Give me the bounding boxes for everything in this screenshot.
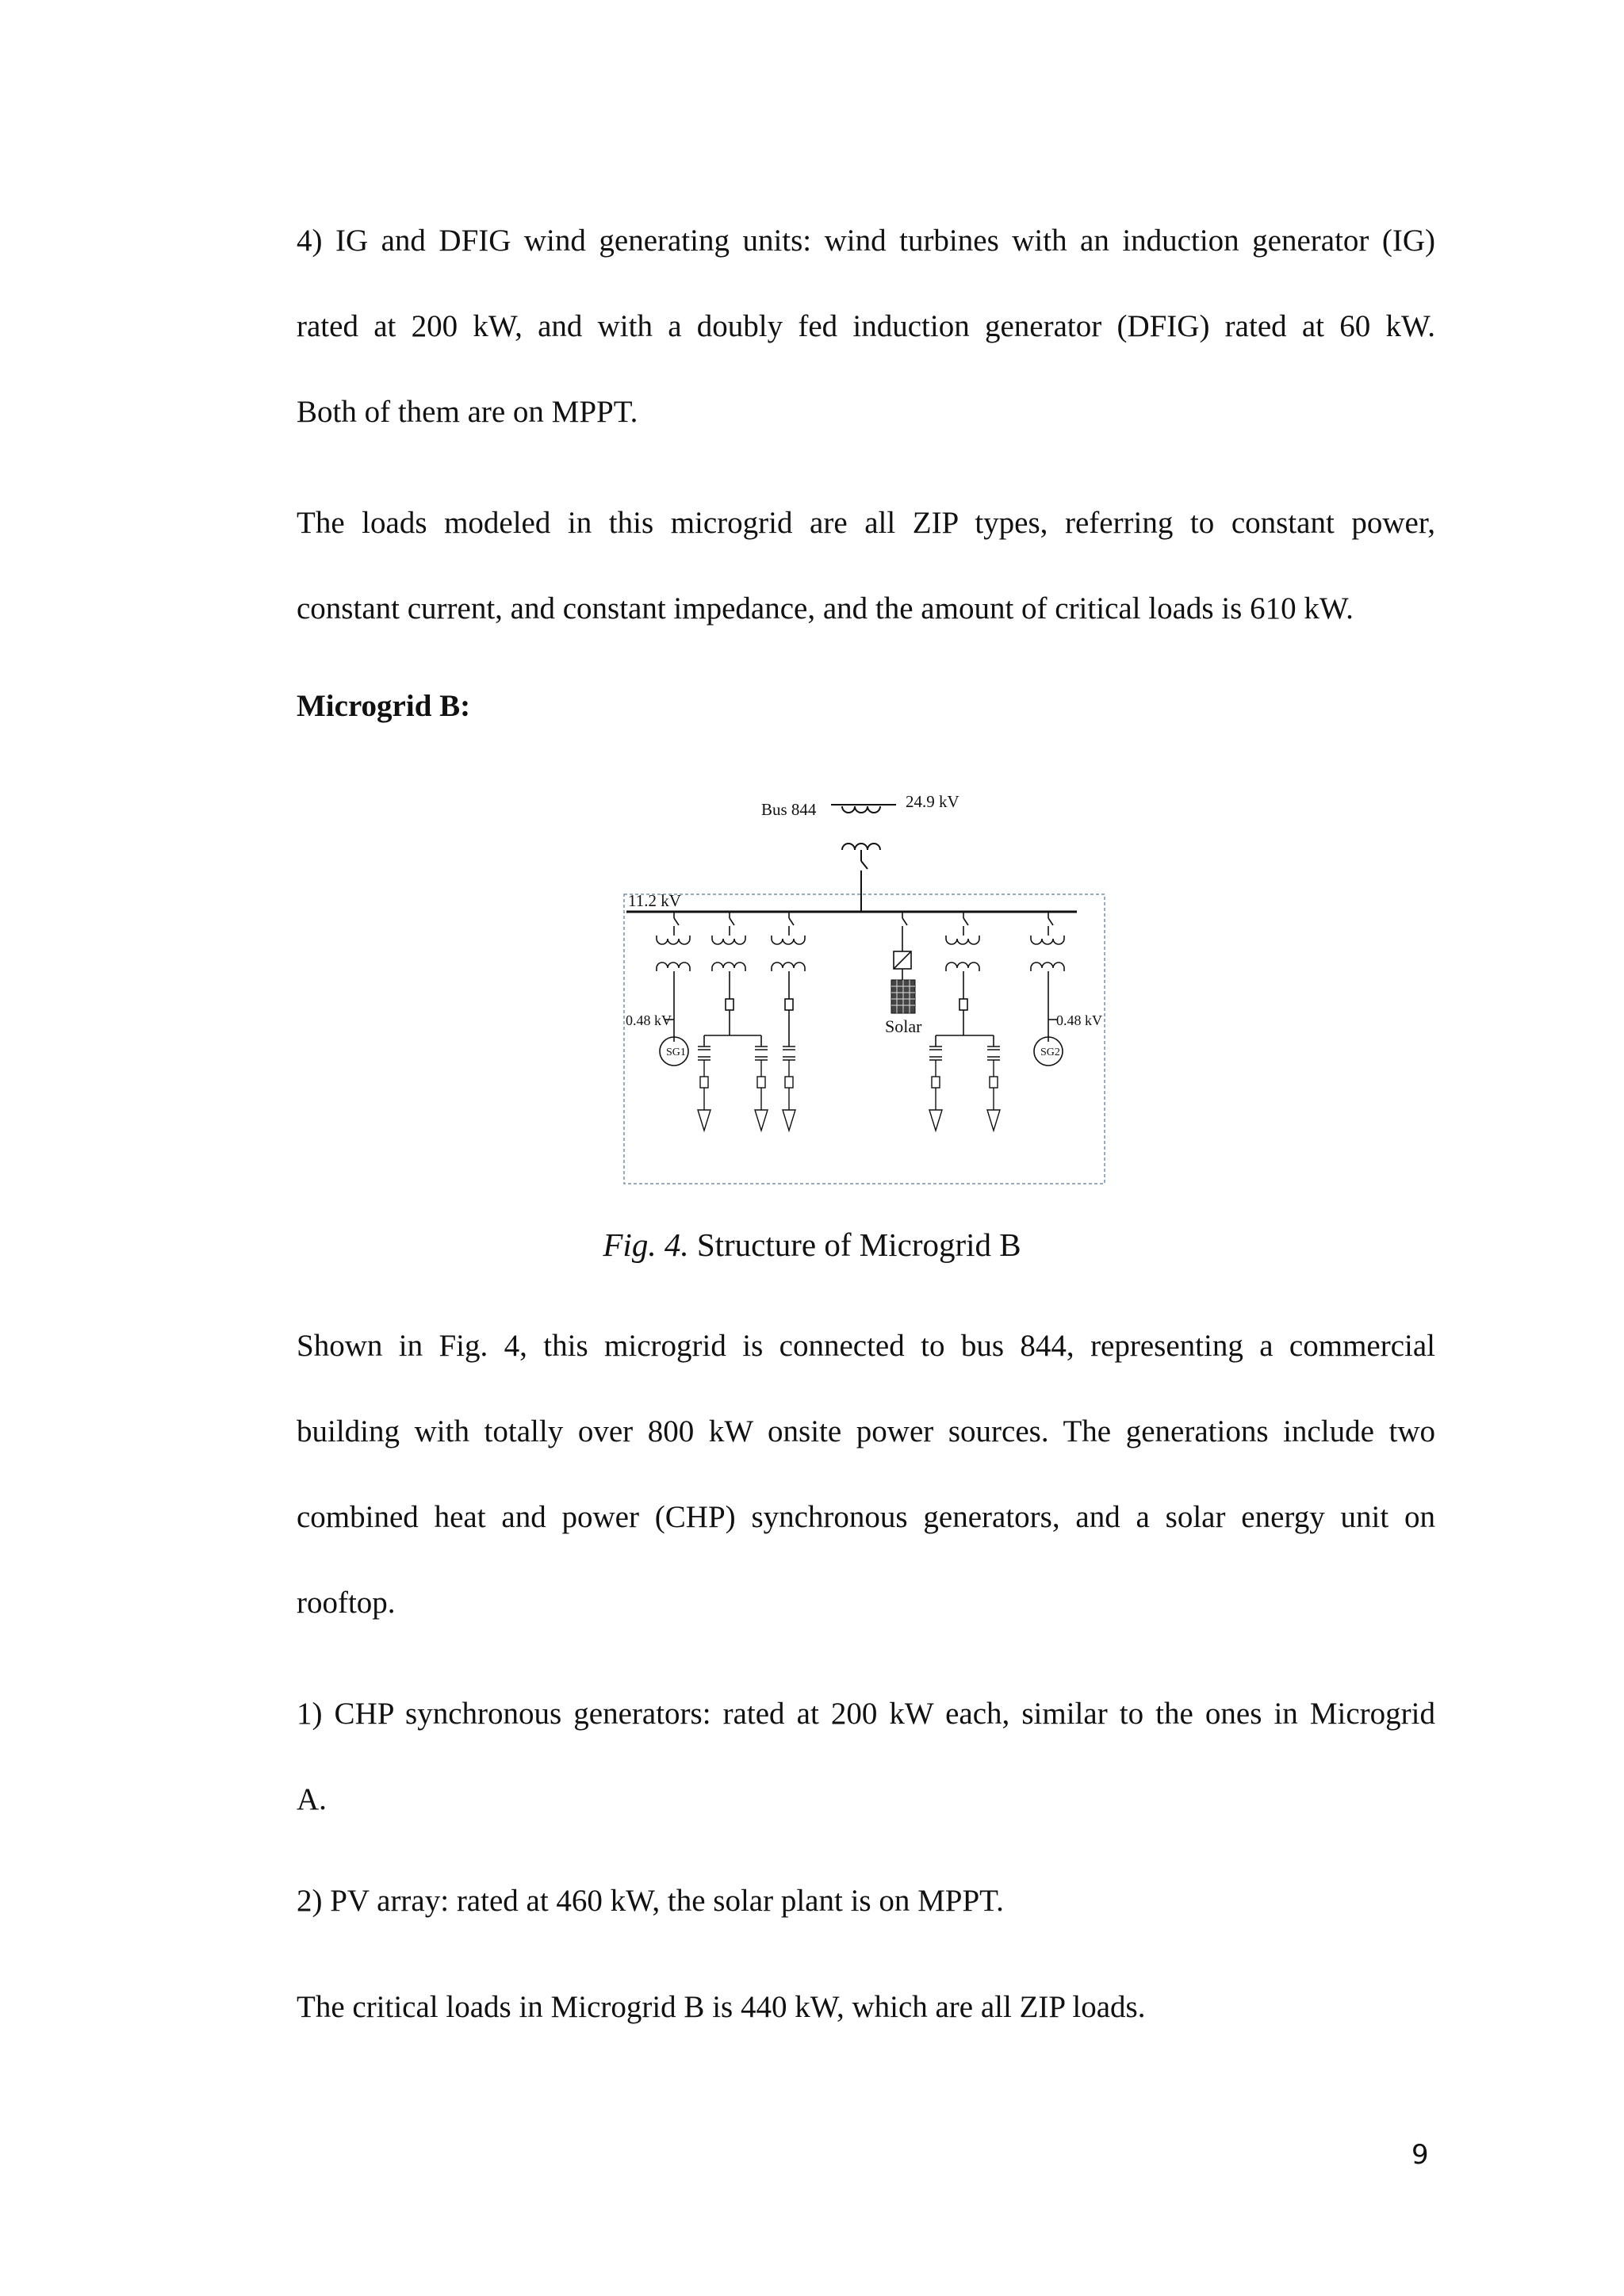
paragraph-wind-units <box>297 198 1435 455</box>
feeder-sg1 <box>657 912 690 1066</box>
text-line: combined heat and power (CHP) synchronous generators, and a solar energy unit on <box>297 1500 1435 1534</box>
paragraph-pv-array <box>297 1858 1435 1944</box>
sg1-label: SG1 <box>666 1047 686 1058</box>
paragraph-chp-generators <box>297 1671 1435 1843</box>
bus-844-label: Bus 844 <box>761 800 817 819</box>
single-line-diagram <box>611 785 1118 1197</box>
hv-voltage-label: 24.9 kV <box>906 792 959 811</box>
lv-right-voltage-label: 0.48 kV <box>1056 1012 1102 1028</box>
text-line: rooftop. <box>297 1586 396 1620</box>
paragraph-critical-loads-b <box>297 1965 1435 2050</box>
figure-reference: Fig. 4. <box>603 1226 689 1263</box>
feeder-3 <box>772 912 805 1047</box>
microgrid-boundary <box>624 894 1105 1184</box>
mv-voltage-label: 11.2 kV <box>628 891 681 910</box>
text-line: 4) IG and DFIG wind generating units: wind turbines with an induction generator (IG) <box>297 224 1435 258</box>
text-line: 2) PV array: rated at 460 kW, the solar plant is on MPPT. <box>297 1884 1004 1918</box>
feeder-2 <box>704 912 761 1047</box>
text-line: 1) CHP synchronous generators: rated at 200 kW each, similar to the ones in Microgrid <box>297 1697 1435 1731</box>
text-line: The critical loads in Microgrid B is 440 kW, which are all ZIP loads. <box>297 1990 1146 2024</box>
section-heading: Microgrid B: <box>297 689 471 723</box>
text-line: A. <box>297 1782 327 1816</box>
solar-label: Solar <box>885 1016 922 1036</box>
text-line: rated at 200 kW, and with a doubly fed induction generator (DFIG) rated at 60 kW. <box>297 309 1435 343</box>
figure-caption-text: Structure of Microgrid B <box>688 1226 1021 1263</box>
main-transformer <box>831 805 896 912</box>
text-line: Both of them are on MPPT. <box>297 395 638 429</box>
page-number: 9 <box>1411 2139 1429 2171</box>
figure-caption <box>0 1226 1624 1264</box>
text-line: Shown in Fig. 4, this microgrid is connected to bus 844, representing a commercial <box>297 1329 1435 1363</box>
text-line: constant current, and constant impedance, and the amount of critical loads is 610 kW. <box>297 591 1354 626</box>
feeder-sg2 <box>1031 912 1064 1066</box>
feeder-solar <box>894 912 911 980</box>
paragraph-microgrid-b-description <box>297 1303 1435 1646</box>
feeder-5 <box>936 912 994 1047</box>
sg2-label: SG2 <box>1040 1047 1060 1058</box>
lv-left-voltage-label: 0.48 kV <box>626 1012 672 1028</box>
text-line: building with totally over 800 kW onsite power sources. The generations include two <box>297 1414 1435 1448</box>
solar-panel-icon <box>891 980 915 1013</box>
text-line: The loads modeled in this microgrid are all ZIP types, referring to constant power, <box>297 506 1435 540</box>
paragraph-loads-a <box>297 480 1435 652</box>
microgrid-b-diagram <box>611 785 1118 1197</box>
load-branches <box>698 1047 1000 1131</box>
